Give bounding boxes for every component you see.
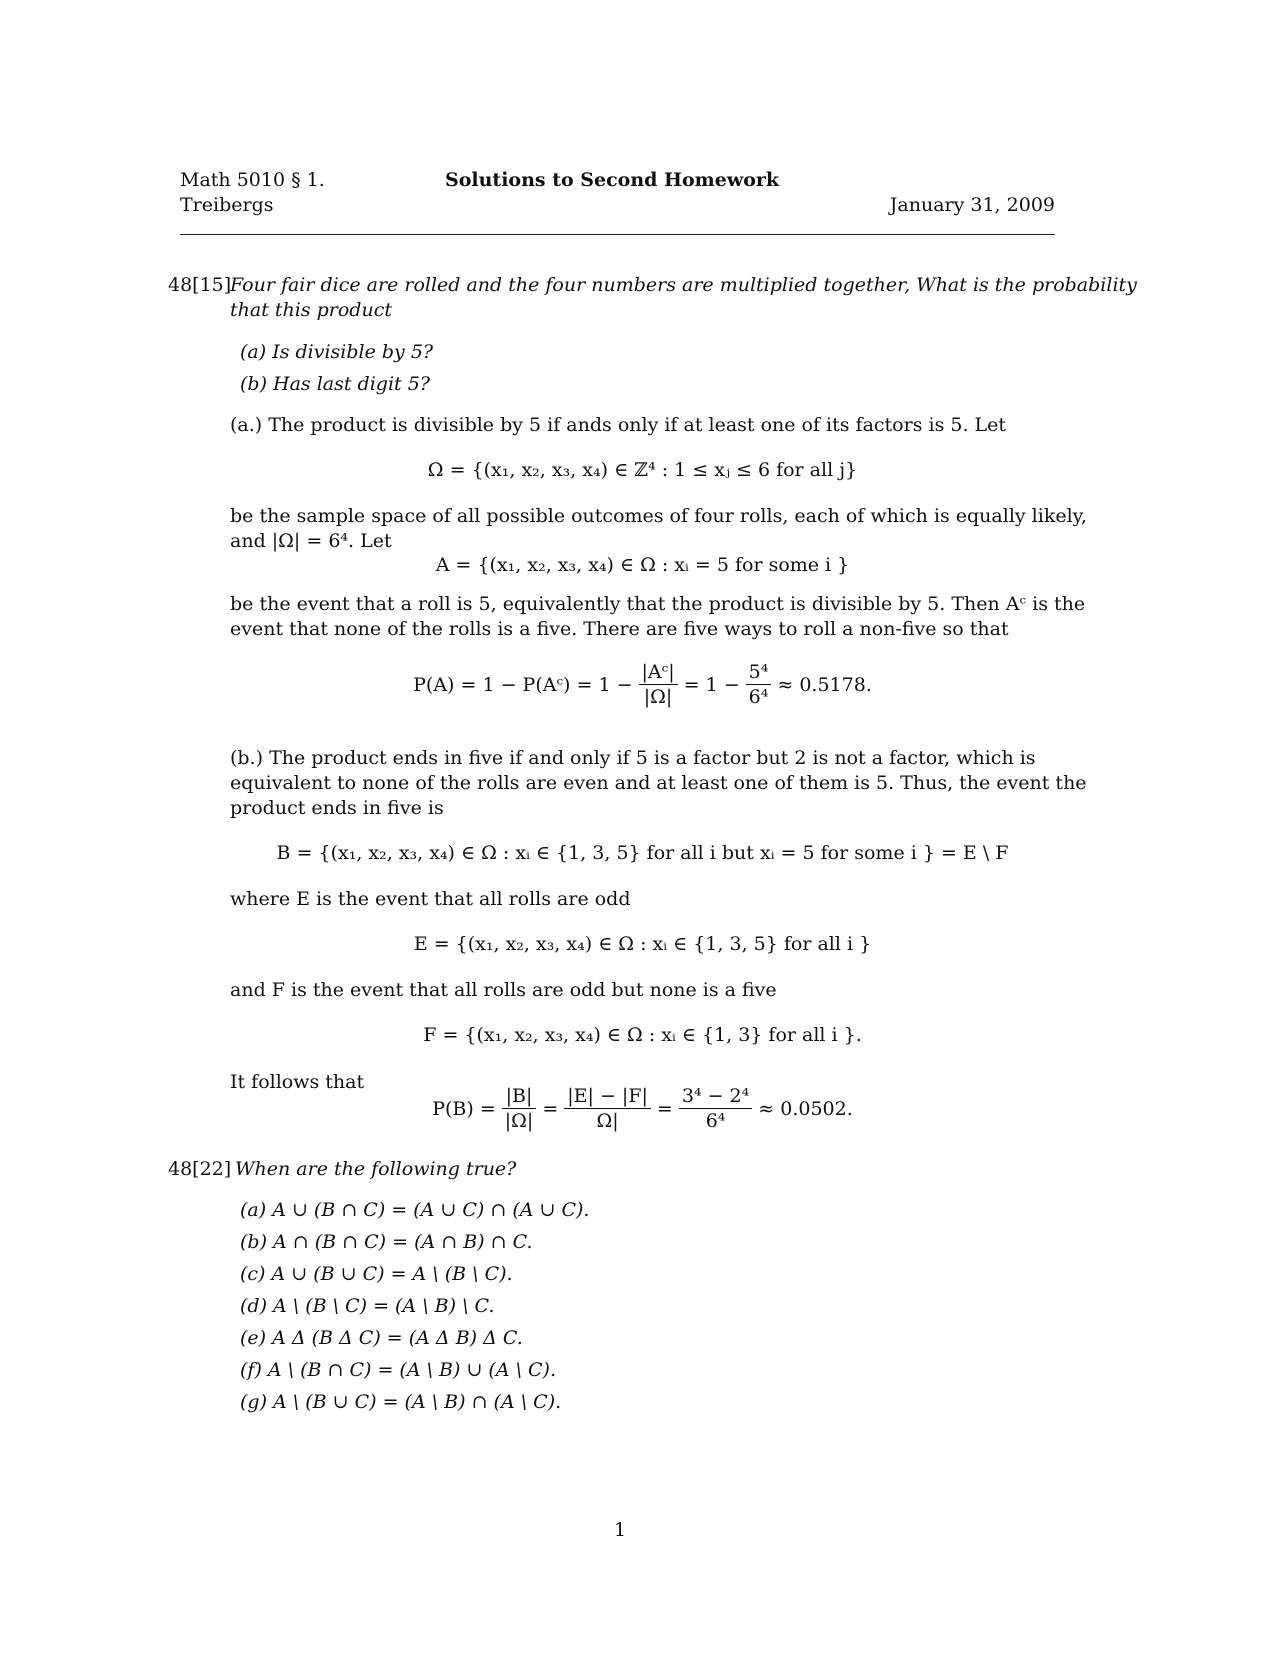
eq-text: P(A) = 1 − P(Aᶜ) = 1 − [413,673,633,696]
author-label: Treibergs [180,194,274,216]
numerator: |B| [502,1084,537,1109]
paragraph-line: be the event that a roll is 5, equivalently that the product is divisible by 5. Then Aᶜ is the [230,593,1086,615]
list-item: (g) A \ (B ∪ C) = (A \ B) ∩ (A \ C). [240,1391,562,1413]
paragraph-line: event that none of the rolls is a five. There are five ways to roll a non-five so that [230,618,1009,640]
paragraph-line: equivalent to none of the rolls are even and at least one of them is 5. Thus, the event the [230,772,1087,794]
list-item: (d) A \ (B \ C) = (A \ B) \ C. [240,1295,495,1317]
equation-A: A = {(x₁, x₂, x₃, x₄) ∈ Ω : xᵢ = 5 for some i } [435,554,850,576]
page-title: Solutions to Second Homework [445,169,780,191]
denominator: 6⁴ [748,686,769,708]
denominator: 6⁴ [705,1110,726,1132]
numerator: 3⁴ − 2⁴ [679,1084,752,1109]
list-item: (c) A ∪ (B ∪ C) = A \ (B \ C). [240,1263,513,1285]
problem-statement-line: that this product [230,299,392,321]
equation-omega: Ω = {(x₁, x₂, x₃, x₄) ∈ ℤ⁴ : 1 ≤ xⱼ ≤ 6 for all j} [427,459,858,481]
denominator: |Ω| [504,1110,534,1132]
course-label: Math 5010 § 1. [180,169,325,191]
numerator: 5⁴ [746,660,772,685]
fraction [564,1084,651,1133]
equation-B: B = {(x₁, x₂, x₃, x₄) ∈ Ω : xᵢ ∈ {1, 3, 5} for all i but xᵢ = 5 for some i } = E \ F [276,842,1009,864]
eq-text: = [656,1097,673,1120]
paragraph-line: be the sample space of all possible outcomes of four rolls, each of which is equally likely, [230,505,1087,527]
fraction [679,1084,752,1133]
page-number: 1 [613,1519,627,1541]
eq-text: ≈ 0.5178. [777,673,872,696]
header-rule [180,234,1055,235]
equation-F: F = {(x₁, x₂, x₃, x₄) ∈ Ω : xᵢ ∈ {1, 3} for all i }. [423,1024,862,1046]
paragraph-line: where E is the event that all rolls are odd [230,888,631,910]
problem-statement-line: Four fair dice are rolled and the four numbers are multiplied together, What is the probability [230,274,1137,296]
list-item: (f) A \ (B ∩ C) = (A \ B) ∪ (A \ C). [240,1359,557,1381]
equation-PB [230,1084,1055,1133]
paragraph-line: (b.) The product ends in five if and only if 5 is a factor but 2 is not a factor, which is [230,747,1036,769]
fraction [746,660,772,709]
paragraph-line: and F is the event that all rolls are odd but none is a five [230,979,777,1001]
denominator: Ω| [596,1110,619,1132]
equation-E: E = {(x₁, x₂, x₃, x₄) ∈ Ω : xᵢ ∈ {1, 3, 5} for all i } [413,933,872,955]
part-label: (a) Is divisible by 5? [240,341,434,363]
list-item: (a) A ∪ (B ∩ C) = (A ∪ C) ∩ (A ∪ C). [240,1199,590,1221]
part-label: (b) Has last digit 5? [240,373,430,395]
eq-text: P(B) = [432,1097,496,1120]
problem-statement-line: When are the following true? [235,1158,517,1180]
paragraph-line: product ends in five is [230,797,444,819]
fraction [639,660,678,709]
numerator: |Aᶜ| [639,660,678,685]
numerator: |E| − |F| [564,1084,651,1109]
problem-number: 48[15] [168,274,232,296]
list-item: (b) A ∩ (B ∩ C) = (A ∩ B) ∩ C. [240,1231,533,1253]
eq-text: = 1 − [683,673,740,696]
paragraph-line: and |Ω| = 6⁴. Let [230,530,392,552]
equation-PA [230,660,1055,709]
problem-number: 48[22] [168,1158,232,1180]
eq-text: ≈ 0.0502. [758,1097,853,1120]
fraction [502,1084,537,1133]
eq-text: = [542,1097,559,1120]
list-item: (e) A Δ (B Δ C) = (A Δ B) Δ C. [240,1327,523,1349]
paragraph-line: It follows that [230,1071,365,1093]
condition-list [240,1194,589,1418]
date-label: January 31, 2009 [889,194,1055,216]
denominator: |Ω| [643,686,673,708]
paragraph-line: (a.) The product is divisible by 5 if ands only if at least one of its factors is 5. Let [230,414,1007,436]
